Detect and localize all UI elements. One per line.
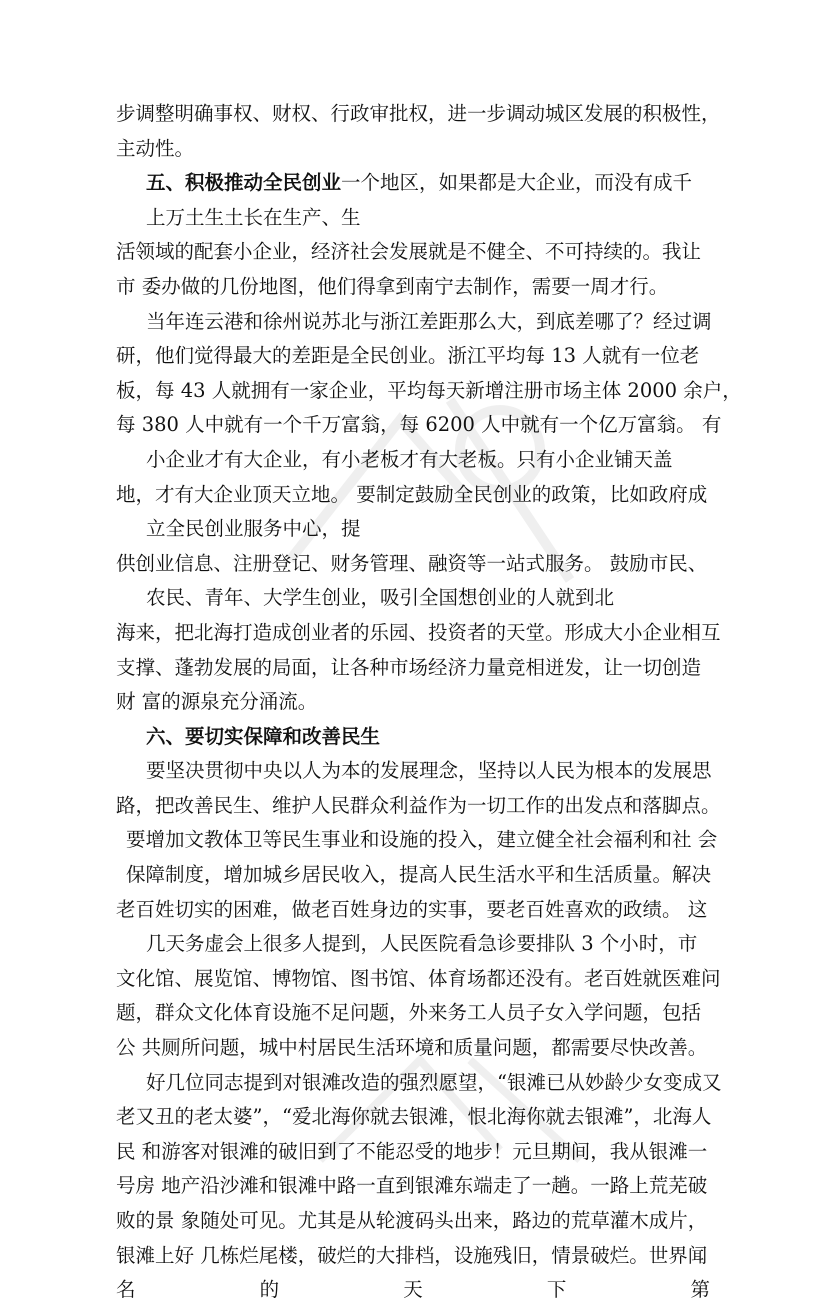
text-line: 上万土生土长在生产、生 <box>146 205 361 229</box>
text-line: 每 380 人中就有一个千万富翁，每 6200 人中就有一个亿万富翁。 有 <box>116 413 722 437</box>
section-heading-6: 六、要切实保障和改善民生 <box>146 724 381 748</box>
text-line: 步调整明确事权、财权、行政审批权，进一步调动城区发展的积极性， <box>116 102 721 125</box>
text-line: 题，群众文化体育设施不足问题，外来务工人员子女入学问题，包括 <box>116 1001 702 1025</box>
text-line: 研，他们觉得最大的差距是全民创业。浙江平均每 13 人就有一位老 <box>116 344 700 368</box>
text-line: 立全民创业服务中心，提 <box>146 517 361 541</box>
text-word: 天 <box>403 1278 423 1302</box>
text-word: 的 <box>259 1278 280 1302</box>
text-line: 要坚决贯彻中央以人为本的发展理念，坚持以人民为根本的发展思 <box>146 759 712 783</box>
text-line: 活领域的配套小企业，经济社会发展就是不健全、不可持续的。我让 <box>116 240 702 264</box>
text-line: 好几位同志提到对银滩改造的强烈愿望，“银滩已从妙龄少女变成又 <box>146 1070 722 1094</box>
text-line: 支撑、蓬勃发展的局面，让各种市场经济力量竞相迸发，让一切创造 <box>116 655 702 679</box>
text-line: 农民、青年、大学生创业，吸引全国想创业的人就到北 <box>146 586 615 610</box>
text-span: 一个地区，如果都是大企业，而没有成千 <box>341 171 693 195</box>
text-line: 老百姓切实的困难，做老百姓身边的实事，要老百姓喜欢的政绩。 这 <box>116 897 708 921</box>
text-line: 文化馆、展览馆、博物馆、图书馆、体育场都还没有。老百姓就医难问 <box>116 966 721 990</box>
text-line: 主动性。 <box>116 136 195 160</box>
text-line: 民 和游客对银滩的破旧到了不能忍受的地步！元旦期间，我从银滩一 <box>116 1139 708 1163</box>
text-line: 号房 地产沿沙滩和银滩中路一直到银滩东端走了一趟。一路上荒芜破 <box>116 1174 708 1198</box>
document-body <box>116 96 742 1307</box>
text-line: 板，每 43 人就拥有一家企业，平均每天新增注册市场主体 2000 余户， <box>116 378 742 402</box>
text-line: 财 富的源泉充分涌流。 <box>116 690 318 714</box>
text-line: 银滩上好 几栋烂尾楼，破烂的大排档，设施残旧，情景破烂。世界闻 <box>116 1243 708 1267</box>
text-line: 要增加文教体卫等民生事业和设施的投入，建立健全社会福利和社 会 <box>126 828 718 852</box>
text-line: 海来，把北海打造成创业者的乐园、投资者的天堂。形成大小企业相互 <box>116 620 721 644</box>
text-line: 老又丑的老太婆”，“爱北海你就去银滩，恨北海你就去银滩”，北海人 <box>116 1105 712 1129</box>
text-line: 市 委办做的几份地图，他们得拿到南宁去制作，需要一周才行。 <box>116 274 669 298</box>
text-line: 当年连云港和徐州说苏北与浙江差距那么大，到底差哪了？经过调 <box>146 309 712 333</box>
text-line: 保障制度，增加城乡居民收入，提高人民生活水平和生活质量。解决 <box>126 863 712 887</box>
paragraph-start <box>116 165 726 200</box>
text-line: 败的景 象随处可见。尤其是从轮渡码头出来，路边的荒草灌木成片， <box>116 1209 708 1232</box>
text-line: 路，把改善民生、维护人民群众利益作为一切工作的出发点和落脚点。 <box>116 793 721 817</box>
justified-last-line <box>116 1272 710 1307</box>
text-word: 名 <box>116 1278 136 1302</box>
text-line: 供创业信息、注册登记、财务管理、融资等一站式服务。 鼓励市民、 <box>116 551 708 575</box>
text-line: 小企业才有大企业，有小老板才有大老板。只有小企业铺天盖 <box>146 447 673 471</box>
text-word: 第 <box>690 1278 710 1302</box>
text-word: 下 <box>546 1278 567 1302</box>
text-line: 公 共厕所问题，城中村居民生活环境和质量问题，都需要尽快改善。 <box>116 1036 708 1060</box>
section-heading-5: 五、积极推动全民创业 <box>146 171 342 195</box>
text-line: 几天务虚会上很多人提到，人民医院看急诊要排队 3 个小时，市 <box>146 932 698 956</box>
text-line: 地，才有大企业顶天立地。 要制定鼓励全民创业的政策，比如政府成 <box>116 482 708 506</box>
